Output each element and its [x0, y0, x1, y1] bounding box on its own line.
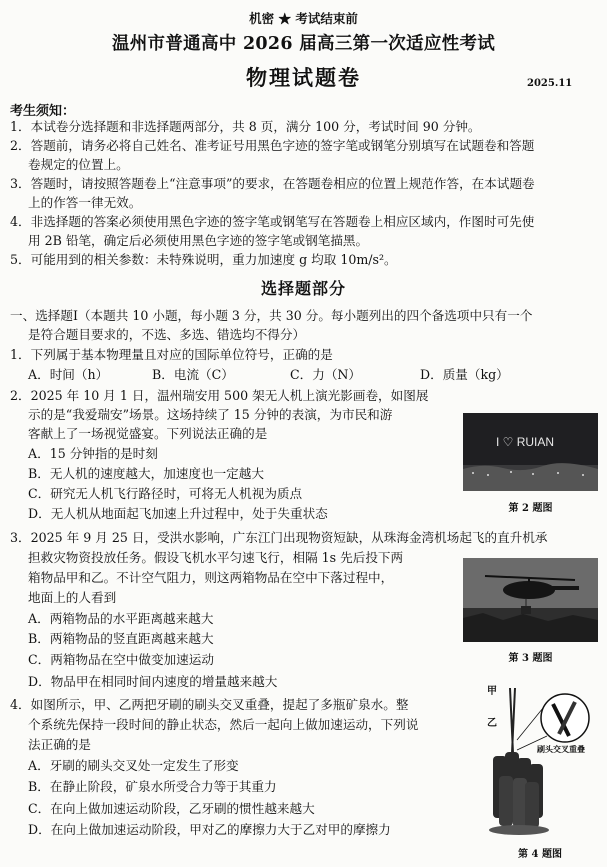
- q4-toothbrush-figure: [485, 678, 603, 838]
- notes-heading: 考生须知：: [10, 104, 76, 119]
- q4-stem-2: 个系统先保持一段时间的静止状态，然后一起向上做加速运动，下列说: [28, 717, 419, 732]
- exam-date: 2025.11: [527, 78, 573, 89]
- q1-option-c: C．力（N）: [290, 367, 362, 382]
- q2-drone-photo: [463, 413, 598, 491]
- note-5: 5．可能用到的相关参数：未特殊说明，重力加速度 g 均取 10m/s²。: [10, 252, 397, 267]
- q2-option-d: D．无人机从地面起飞加速上升过程中，处于失重状态: [28, 506, 328, 521]
- q4-option-a: A．牙刷的刷头交叉处一定发生了形变: [28, 758, 239, 773]
- note-3-cont: 上的作答一律无效。: [28, 195, 142, 210]
- q4-stem-1: 4．如图所示，甲、乙两把牙刷的刷头交叉重叠，提起了多瓶矿泉水。整: [10, 697, 409, 712]
- note-4: 4．非选择题的答案必须使用黑色字迹的签字笔或钢笔写在答题卷上相应区域内，作图时可先使: [10, 214, 535, 229]
- q1-option-b: B．电流（C）: [152, 367, 234, 382]
- q1-option-d: D．质量（kg）: [420, 367, 509, 382]
- note-1: 1．本试卷分选择题和非选择题两部分，共 8 页，满分 100 分，考试时间 90 分钟。: [10, 119, 481, 134]
- q3-option-d: D．物品甲在相同时间内速度的增量越来越大: [28, 674, 278, 689]
- q4-figure-caption: 第 4 题图: [518, 849, 562, 860]
- q2-stem-1: 2．2025 年 10 月 1 日，温州瑞安用 500 架无人机上演光影画卷，如图展: [10, 388, 429, 403]
- part1-instructions: 一、选择题Ⅰ（本题共 10 小题，每小题 3 分，共 30 分。每小题列出的四个备选项中只有一个: [10, 308, 533, 323]
- confidential-mark: 机密 ★ 考试结束前: [249, 11, 358, 26]
- q3-option-a: A．两箱物品的水平距离越来越大: [28, 611, 214, 626]
- q2-stem-2: 示的是“我爱瑞安”场景。这场持续了 15 分钟的表演，为市民和游: [28, 407, 393, 422]
- q2-stem-3: 客献上了一场视觉盛宴。下列说法正确的是: [28, 426, 268, 441]
- q3-helicopter-photo: [463, 558, 598, 642]
- q2-option-a: A．15 分钟指的是时刻: [28, 446, 158, 461]
- subject-title: 物理试题卷: [246, 65, 361, 90]
- note-4-cont: 用 2B 铅笔，确定后必须使用黑色字迹的签字笔或钢笔描黑。: [28, 233, 369, 248]
- q4-label-jia: 甲: [487, 686, 497, 697]
- q1-stem: 1．下列属于基本物理量且对应的国际单位符号，正确的是: [10, 347, 333, 362]
- q2-option-b: B．无人机的速度越大，加速度也一定越大: [28, 466, 264, 481]
- q3-figure-caption: 第 3 题图: [508, 653, 553, 664]
- q3-stem-4: 地面上的人看到: [28, 590, 117, 605]
- section-title: 选择题部分: [260, 279, 346, 298]
- q3-stem-3: 箱物品甲和乙。不计空气阻力，则这两箱物品在空中下落过程中，: [28, 570, 394, 585]
- note-3: 3．答题时，请按照答题卷上“注意事项”的要求，在答题卷相应的位置上规范作答，在本试题卷: [10, 176, 535, 191]
- q2-option-c: C．研究无人机飞行路径时，可将无人机视为质点: [28, 486, 303, 501]
- q4-zoom-label: 刷头交叉重叠: [537, 744, 585, 754]
- q2-drone-text: I ♡ RUIAN: [495, 435, 555, 449]
- q4-option-c: C．在向上做加速运动阶段，乙牙刷的惯性越来越大: [28, 801, 315, 816]
- exam-title: 温州市普通高中 2026 届高三第一次适应性考试: [111, 34, 496, 54]
- q4-stem-3: 法正确的是: [28, 737, 91, 752]
- part1-instructions-cont: 是符合题目要求的，不选、多选、错选均不得分）: [28, 327, 306, 342]
- q2-figure-caption: 第 2 题图: [508, 503, 553, 514]
- q3-stem-1: 3．2025 年 9 月 25 日，受洪水影响，广东江门出现物资短缺，从珠海金湾机场起飞的直升机承: [10, 530, 548, 545]
- q4-option-b: B．在静止阶段，矿泉水所受合力等于其重力: [28, 779, 277, 794]
- note-2: 2．答题前，请务必将自己姓名、准考证号用黑色字迹的签字笔或钢笔分别填写在试题卷和答题: [10, 138, 535, 153]
- q3-stem-2: 担救灾物资投放任务。假设飞机水平匀速飞行，相隔 1s 先后投下两: [28, 550, 404, 565]
- q1-option-a: A．时间（h）: [28, 367, 109, 382]
- q4-option-d: D．在向上做加速运动阶段，甲对乙的摩擦力大于乙对甲的摩擦力: [28, 822, 391, 837]
- q3-option-c: C．两箱物品在空中做变加速运动: [28, 652, 214, 667]
- q4-label-yi: 乙: [487, 718, 497, 729]
- q3-option-b: B．两箱物品的竖直距离越来越大: [28, 631, 214, 646]
- note-2-cont: 卷规定的位置上。: [28, 157, 129, 172]
